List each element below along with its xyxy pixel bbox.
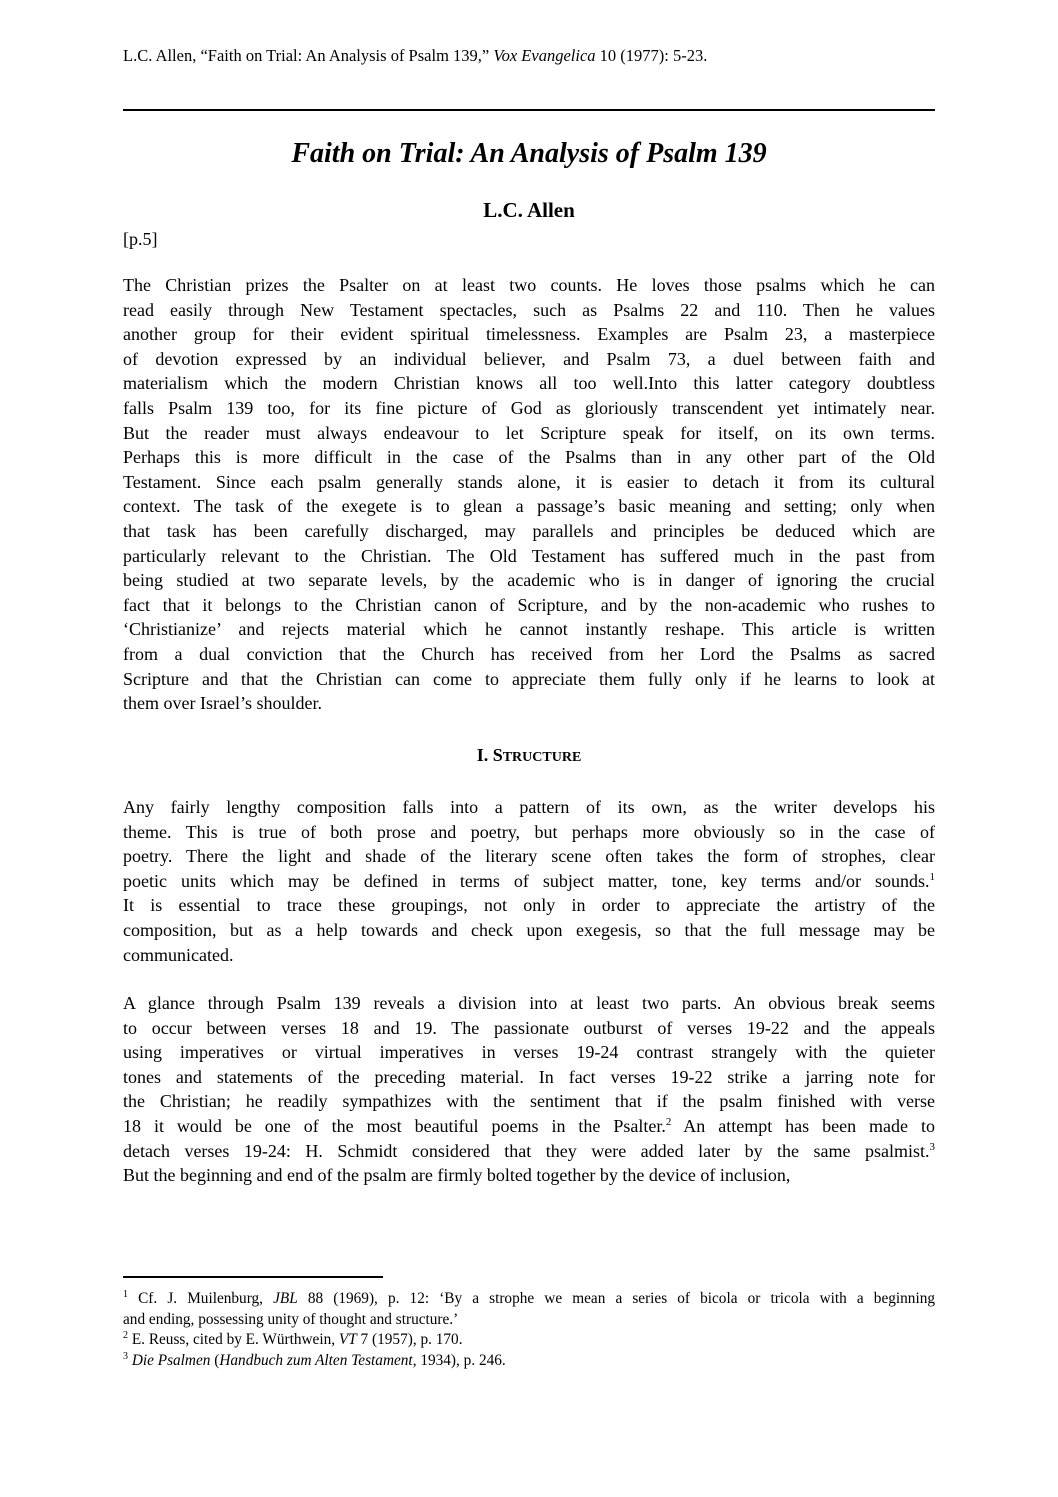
text-run: Handbuch zum Alten Testament	[219, 1351, 413, 1369]
text-run: being studied at two separate levels, by the academic who is in danger of ignoring the crucial	[123, 570, 935, 591]
text-run: A glance through Psalm 139 reveals a division into at least two parts. An obvious break seems	[123, 993, 935, 1013]
text-run: falls Psalm 139 too, for its fine picture of God as gloriously transcendent yet intimately near.	[123, 397, 935, 418]
text-run: 18 it would be one of the most beautiful poems in the Psalter.	[123, 1115, 666, 1136]
footnote-marker[interactable]: 3	[929, 1140, 935, 1153]
text-run: ‘Christianize’ and rejects material which he cannot instantly reshape. This article is written	[123, 619, 935, 640]
text-line	[123, 1114, 935, 1139]
text-run: Cf. J. Muilenburg,	[128, 1290, 274, 1307]
text-run: Perhaps this is more difficult in the case of the Psalms than in any other part of the Old	[123, 447, 935, 468]
section-heading-numeral: I. S	[476, 745, 503, 765]
text-run: 7 (1957), p. 170.	[356, 1331, 463, 1349]
text-run: fact that it belongs to the Christian canon of Scripture, and by the non-academic who rushes to	[123, 594, 935, 615]
text-run: Testament. Since each psalm generally stands alone, it is easier to detach it from its cultural	[123, 471, 935, 492]
paragraph-structure-2	[123, 991, 935, 1188]
footnote-rule	[123, 1276, 383, 1278]
text-run: the Christian; he readily sympathizes with the sentiment that if the psalm finished with verse	[123, 1091, 935, 1112]
text-line	[123, 298, 935, 323]
text-line	[123, 617, 935, 642]
footnote-line	[123, 1310, 935, 1331]
text-run: 10 (1977): 5-23.	[595, 46, 708, 65]
text-run: particularly relevant to the Christian. The Old Testament has suffered much in the past from	[123, 545, 935, 566]
text-run: VT	[338, 1331, 357, 1349]
text-run: poetic units which may be defined in terms of subject matter, tone, key terms and/or sounds.	[123, 870, 930, 891]
text-line	[123, 1089, 935, 1114]
text-line	[123, 820, 935, 845]
text-line	[123, 470, 935, 495]
text-line	[123, 568, 935, 593]
page-marker: [p.5]	[123, 229, 158, 249]
text-line	[123, 593, 935, 618]
citation-header	[123, 46, 707, 66]
text-run: Scripture and that the Christian can come to appreciate them fully only if he learns to look at	[123, 668, 935, 689]
text-run: that task has been carefully discharged, may parallels and principles be deduced which are	[123, 520, 935, 541]
text-run: An attempt has been made to	[671, 1115, 935, 1136]
footnote-marker[interactable]: 2	[665, 1115, 672, 1128]
text-line	[123, 691, 935, 716]
text-line	[123, 1163, 935, 1188]
text-line	[123, 869, 935, 894]
text-run: tones and statements of the preceding material. In fact verses 19-22 strike a jarring note for	[123, 1066, 935, 1087]
text-line	[123, 273, 935, 298]
footnotes	[123, 1289, 935, 1371]
text-line	[123, 421, 935, 446]
text-line	[123, 396, 935, 421]
text-line	[123, 1016, 935, 1041]
text-run: Die Psalmen	[131, 1351, 211, 1369]
text-line	[123, 322, 935, 347]
article-title: Faith on Trial: An Analysis of Psalm 139	[291, 138, 767, 169]
text-run: and ending, possessing unity of thought and structure.’	[123, 1310, 459, 1328]
text-run: composition, but as a help towards and check upon exegesis, so that the full message may be	[123, 919, 935, 940]
text-run: JBL	[273, 1290, 298, 1307]
text-line	[123, 795, 935, 820]
text-run: theme. This is true of both prose and poetry, but perhaps more obviously so in the case of	[123, 821, 935, 842]
text-line	[123, 347, 935, 372]
paragraph-intro	[123, 273, 935, 716]
footnote-marker[interactable]: 3	[123, 1350, 128, 1362]
text-line	[123, 844, 935, 869]
text-line	[123, 918, 935, 943]
footnote-marker[interactable]: 2	[123, 1330, 128, 1342]
text-run: materialism which the modern Christian knows all too well.Into this latter category doubtless	[123, 373, 935, 394]
text-run: , 1934), p. 246.	[412, 1351, 506, 1369]
text-line	[123, 991, 935, 1016]
footnote-marker[interactable]: 1	[123, 1289, 128, 1300]
text-run: Any fairly lengthy composition falls into a pattern of its own, as the writer develops his	[123, 797, 935, 817]
header-rule	[123, 109, 935, 111]
text-run: But the reader must always endeavour to let Scripture speak for itself, on its own terms.	[123, 422, 935, 443]
text-run: them over Israel’s shoulder.	[123, 693, 322, 714]
paragraph-structure-1	[123, 795, 935, 967]
text-run: (	[210, 1351, 220, 1369]
text-run: The Christian prizes the Psalter on at least two counts. He loves those psalms which he can	[123, 275, 935, 295]
text-line	[123, 1040, 935, 1065]
section-heading-rest: TRUCTURE	[502, 750, 582, 765]
text-run: to occur between verses 18 and 19. The passionate outburst of verses 19-22 and the appeals	[123, 1017, 935, 1038]
text-run: L.C. Allen, “Faith on Trial: An Analysis of Psalm 139,”	[123, 46, 494, 65]
article-author: L.C. Allen	[483, 198, 575, 222]
text-line	[123, 519, 935, 544]
text-run: But the beginning and end of the psalm are firmly bolted together by the device of inclusion,	[123, 1165, 791, 1186]
text-run: of devotion expressed by an individual believer, and Psalm 73, a duel between faith and	[123, 348, 935, 369]
footnote-marker[interactable]: 1	[929, 870, 935, 883]
text-run: Vox Evangelica	[493, 46, 596, 65]
text-run: using imperatives or virtual imperatives in verses 19-24 contrast strangely with the quieter	[123, 1042, 935, 1063]
text-line	[123, 943, 935, 968]
text-run: detach verses 19-24: H. Schmidt considered that they were added later by the same psalmist.	[123, 1140, 930, 1161]
footnote-line	[123, 1351, 935, 1372]
text-line	[123, 1139, 935, 1164]
text-run: E. Reuss, cited by E. Würthwein,	[128, 1331, 339, 1349]
footnote-line	[123, 1289, 935, 1310]
text-line	[123, 494, 935, 519]
text-line	[123, 445, 935, 470]
text-line	[123, 893, 935, 918]
text-run: 88 (1969), p. 12: ‘By a strophe we mean a series of bicola or tricola with a beginning	[297, 1290, 935, 1307]
text-run: communicated.	[123, 944, 234, 965]
text-run: read easily through New Testament spectacles, such as Psalms 22 and 110. Then he values	[123, 299, 935, 320]
text-line	[123, 667, 935, 692]
text-run: poetry. There the light and shade of the literary scene often takes the form of strophes, clear	[123, 846, 935, 867]
text-run: It is essential to trace these groupings, not only in order to appreciate the artistry of the	[123, 895, 935, 916]
text-line	[123, 544, 935, 569]
text-line	[123, 371, 935, 396]
section-heading	[0, 745, 1058, 766]
text-run: another group for their evident spiritual timelessness. Examples are Psalm 23, a masterpiece	[123, 324, 935, 345]
footnote-line	[123, 1330, 935, 1351]
text-line	[123, 642, 935, 667]
text-line	[123, 1065, 935, 1090]
text-run: context. The task of the exegete is to glean a passage’s basic meaning and setting; only when	[123, 496, 935, 517]
text-run: from a dual conviction that the Church has received from her Lord the Psalms as sacred	[123, 643, 935, 664]
